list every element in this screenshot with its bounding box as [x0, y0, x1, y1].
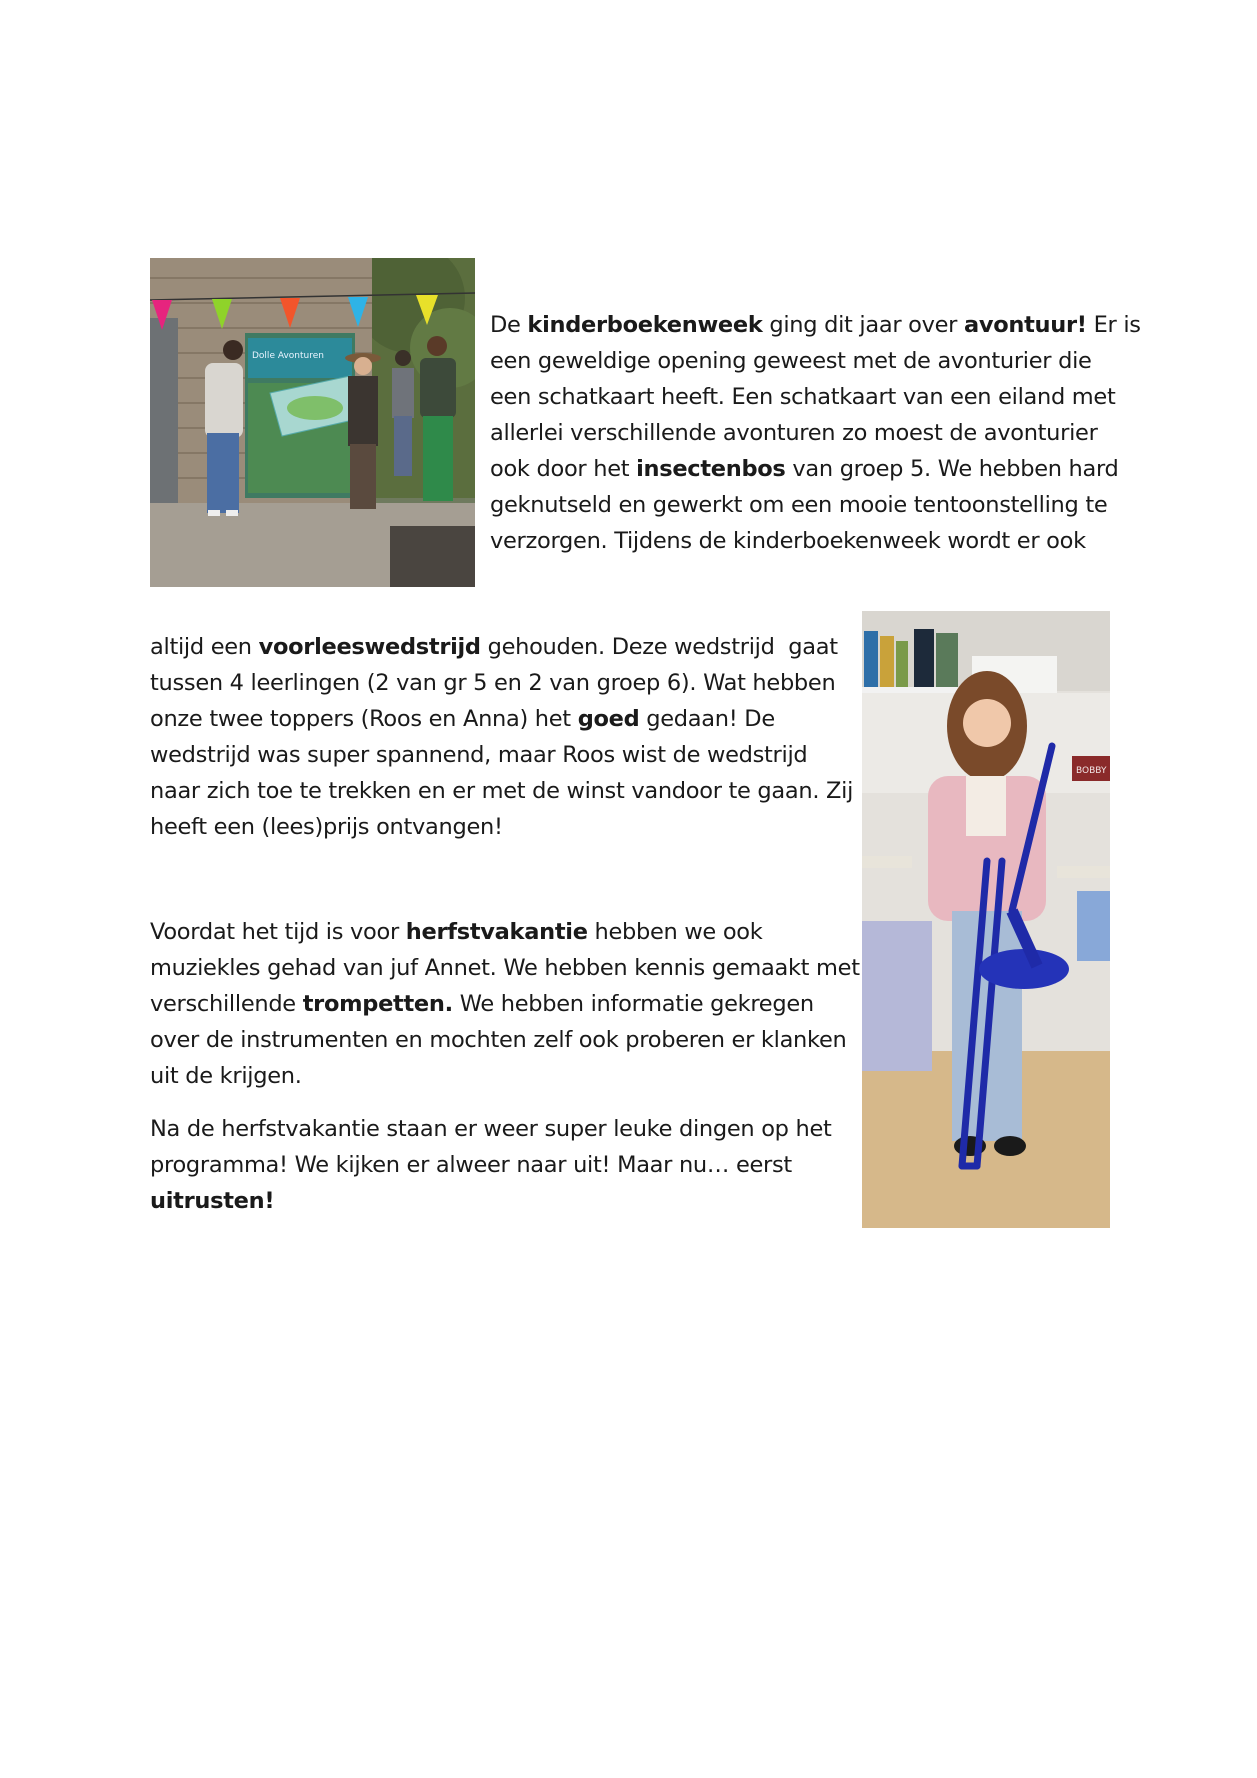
text-line: Na de herfstvakantie staan er weer super leuke dingen op het	[150, 1116, 832, 1142]
text-line: muziekles gehad van juf Annet. We hebben kennis gemaakt met	[150, 955, 860, 981]
paragraph-kinderboekenweek	[490, 307, 1141, 559]
paragraph-herfstvakantie	[150, 1111, 850, 1219]
text-line: wedstrijd was super spannend, maar Roos wist de wedstrijd	[150, 742, 808, 768]
text-line: tussen 4 leerlingen (2 van gr 5 en 2 van groep 6). Wat hebben	[150, 670, 836, 696]
text-line: geknutseld en gewerkt om een mooie tentoonstelling te	[490, 492, 1108, 518]
text-line: onze twee toppers (Roos en Anna) het goed gedaan! De	[150, 706, 775, 732]
text-line: verschillende trompetten. We hebben informatie gekregen	[150, 991, 814, 1017]
text-line: een geweldige opening geweest met de avonturier die	[490, 348, 1092, 374]
text-line: uitrusten!	[150, 1188, 275, 1214]
text-line: altijd een voorleeswedstrijd gehouden. Deze wedstrijd gaat	[150, 634, 838, 660]
text-line: heeft een (lees)prijs ontvangen!	[150, 814, 503, 840]
text-line: Voordat het tijd is voor herfstvakantie hebben we ook	[150, 919, 763, 945]
text-line: naar zich toe te trekken en er met de winst vandoor te gaan. Zij	[150, 778, 854, 804]
text-line: verzorgen. Tijdens de kinderboekenweek wordt er ook	[490, 528, 1086, 554]
text-line: over de instrumenten en mochten zelf ook proberen er klanken	[150, 1027, 847, 1053]
text-line: De kinderboekenweek ging dit jaar over avontuur! Er is	[490, 312, 1141, 338]
text-line: allerlei verschillende avonturen zo moest de avonturier	[490, 420, 1098, 446]
text-line: een schatkaart heeft. Een schatkaart van een eiland met	[490, 384, 1116, 410]
banner-text: Dolle Avonturen	[252, 351, 324, 361]
trombone-photo	[862, 611, 1110, 1228]
trombone-photo-illustration	[862, 611, 1110, 1228]
paragraph-muziekles	[150, 914, 860, 1094]
text-line: programma! We kijken er alweer naar uit! Maar nu… eerst	[150, 1152, 792, 1178]
opening-photo	[150, 258, 475, 587]
opening-photo-illustration	[150, 258, 475, 587]
paragraph-voorleeswedstrijd	[150, 629, 854, 845]
text-line: ook door het insectenbos van groep 5. We hebben hard	[490, 456, 1119, 482]
sign-text: BOBBY	[1076, 766, 1107, 776]
text-line: uit de krijgen.	[150, 1063, 302, 1089]
